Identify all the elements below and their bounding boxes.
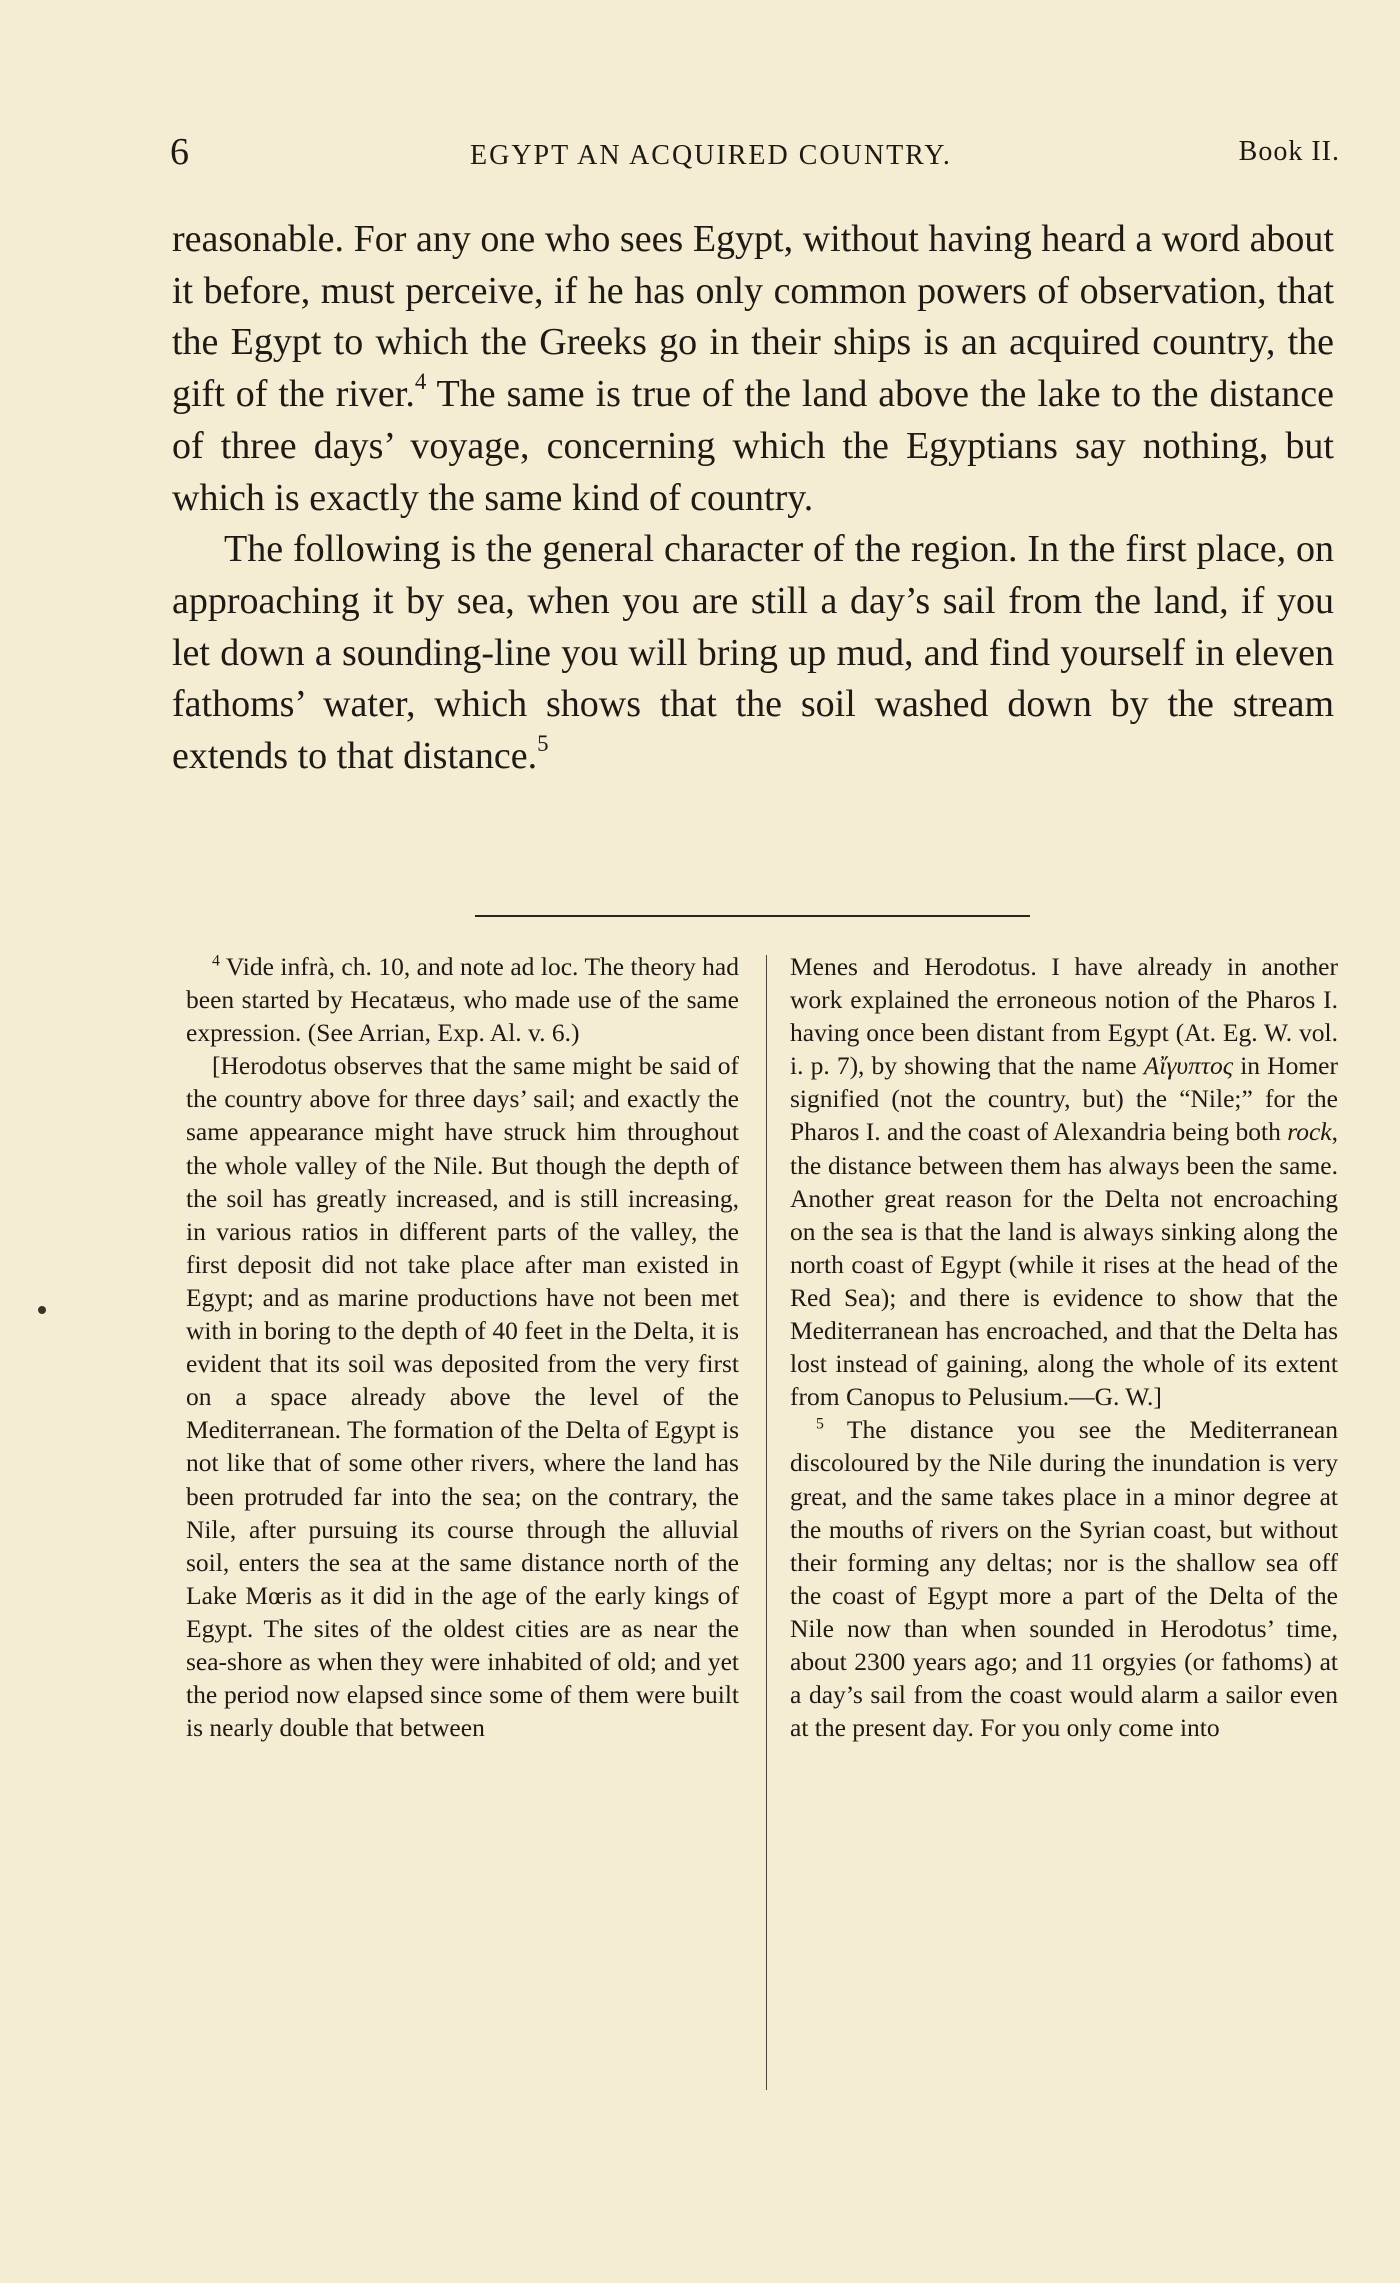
greek-word: Αἴγυπτος bbox=[1143, 1051, 1234, 1081]
footnote-ref-4: 4 bbox=[414, 369, 427, 395]
footnotes-right-column bbox=[790, 950, 1338, 1744]
italic-rock: rock bbox=[1287, 1117, 1332, 1147]
running-title: EGYPT AN ACQUIRED COUNTRY. bbox=[470, 140, 952, 171]
footnote-ref-5: 5 bbox=[537, 730, 549, 756]
column-divider bbox=[766, 955, 767, 2090]
editor-note-bracket: [Herodotus observes that the same might be said of the country above for three days’ sail; and exactly the same appearance might have struck him throughout the whole valley of the Nile. But though the depth of the soil has greatly increased, and is still increasing, in various ratios in different parts of the valley, the first deposit did not take place after man existed in Egypt; and as marine productions have not been met with in boring to the depth of 40 feet in the Delta, it is evident that its soil was deposited from the very first on a space already above the level of the Mediterranean. The formation of the Delta of Egypt is not like that of some other rivers, where the land has been protruded far into the sea; on the contrary, the Nile, after pursuing its course through the alluvial soil, enters the sea at the same distance north of the Lake Mœris as it did in the age of the early kings of Egypt. The sites of the oldest cities are as near the sea-shore as when they were inhabited of old; and yet the period now elapsed since some of them were built is nearly double that between bbox=[186, 1051, 739, 1743]
page-header bbox=[170, 130, 1340, 180]
footnote-5: $^5$ The distance you see the Mediterranean discoloured by the Nile during the inundation is very great, and the same takes place in a minor degree at the mouths of rivers on the Syrian coast, but without their forming any deltas; nor is the shallow sea off the coast of Egypt more a part of the Delta of the Nile now than when sounded in Herodotus’ time, about 2300 years ago; and 11 orgyies (or fathoms) at a day’s sail from the coast would alarm a sailor even at the present day. For you only come into bbox=[790, 1415, 1338, 1743]
paragraph-2: The following is the general character of the region. In the first place, on approaching it by sea, when you are still a day’s sail from the land, if you let down a sounding-line you will bring up mud, and find yourself in eleven fathoms’ water, which shows that the soil washed down by the stream extends to that distance.$^5$ bbox=[172, 528, 1334, 778]
footnote-5-marker: 5 bbox=[816, 1415, 824, 1433]
footnotes-left-column bbox=[186, 950, 739, 1744]
main-text bbox=[172, 214, 1334, 783]
book-label: Book II. bbox=[1238, 136, 1340, 167]
footnote-4: $^4$ Vide infrà, ch. 10, and note ad loc. The theory had been started by Hecatæus, who made use of the same expression. (See Arrian, Exp. Al. v. 6.) bbox=[186, 952, 739, 1048]
paragraph-1: reasonable. For any one who sees Egypt, without having heard a word about it before, must perceive, if he has only common powers of observation, that the Egypt to which the Greeks go in their ships is an acquired country, the gift of the river.$^4$ The same is true of the land above the lake to the distance of three days’ voyage, concerning which the Egyptians say nothing, but which is exactly the same kind of country. bbox=[172, 218, 1335, 519]
page-number: 6 bbox=[170, 131, 189, 173]
footnote-4-marker: 4 bbox=[212, 952, 220, 970]
footnote-separator-rule bbox=[475, 915, 1030, 917]
ink-speck bbox=[38, 1306, 46, 1314]
editor-note-continuation: Menes and Herodotus. I have already in another work explained the erroneous notion of the Pharos I. having once been distant from Egypt (At. Eg. W. vol. i. p. 7), by showing that the name Αἴγυπτος in Homer signified (not the country, but) the “Nile;” for the Pharos I. and the coast of Alexandria being both rock, the distance between them has always been the same. Another great reason for the Delta not encroaching on the sea is that the land is always sinking along the north coast of Egypt (while it rises at the head of the Red Sea); and there is evidence to show that the Mediterranean has encroached, and that the Delta has lost instead of gaining, along the whole of its extent from Canopus to Pelusium.—G. W.] bbox=[790, 952, 1338, 1412]
